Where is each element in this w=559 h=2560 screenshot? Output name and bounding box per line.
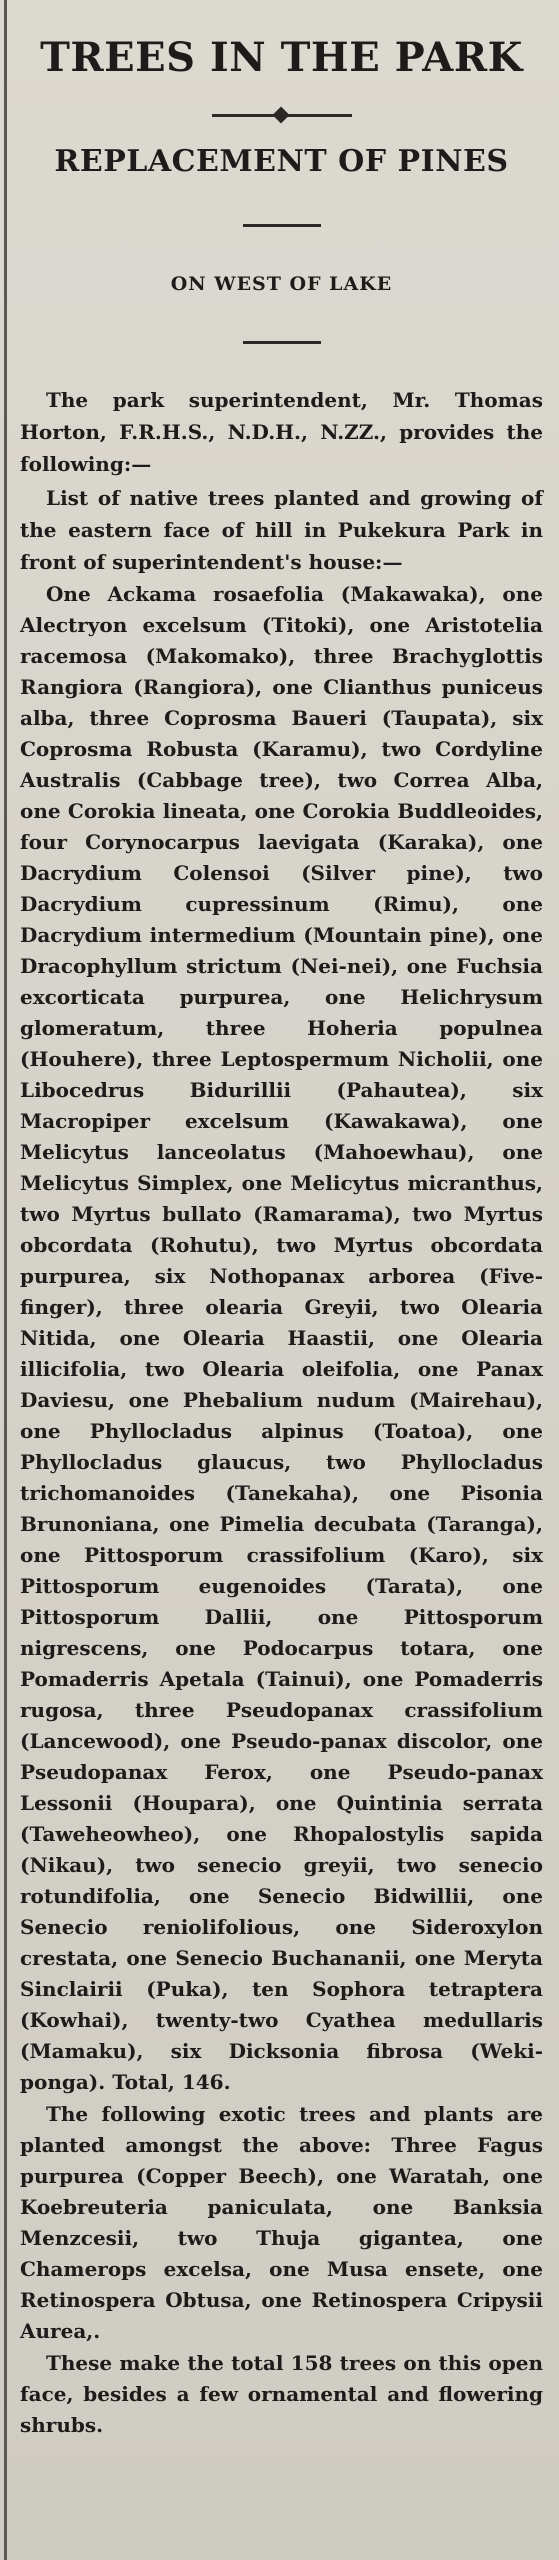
diamond-ornament-icon: [272, 107, 289, 124]
paragraph-list-heading: List of native trees planted and growing of the eastern face of hill in Pukekura Park in front of superintendent's house:—: [20, 485, 543, 575]
headline: TREES IN THE PARK: [40, 34, 523, 81]
column-rule: [4, 0, 7, 2560]
paragraph-intro: The park superintendent, Mr. Thomas Horton, F.R.H.S., N.D.H., N.ZZ., provides the following:—: [20, 388, 543, 477]
ornament-divider: [212, 108, 352, 122]
paragraph-native-trees: One Ackama rosaefolia (Makawaka), one Alectryon excelsum (Titoki), one Aristotelia racemosa (Makomako), three Brachyglottis Rangiora (Rangiora), one Clianthus puniceus alba, three Coprosma Baueri (Taupata), six Coprosma Robusta (Karamu), two Cordyline Australis (Cabbage tree), two Correa Alba, one Corokia lineata, one Corokia Buddleoides, four Corynocarpus laevigata (Karaka), one Dacrydium Colensoi (Silver pine), two Dacrydium cupressinum (Rimu), one Dacrydium intermedium (Mountain pine), one Dracophyllum strictum (Nei-nei), one Fuchsia excorticata purpurea, one Helichrysum glomeratum, three Hoheria populnea (Houhere), three Leptospermum Nicholii, one Libocedrus Bidurillii (Pahautea), six Macropiper excelsum (Kawakawa), one Melicytus lanceolatus (Mahoewhau), one Melicytus Simplex, one Melicytus micranthus, two Myrtus bullato (Ramarama), two Myrtus obcordata (Rohutu), two Myrtus obcordata purpurea, six Nothopanax arborea (Five-finger), three olearia Greyii, two Olearia Nitida, one Olearia Haastii, one Olearia illicifolia, two Olearia oleifolia, one Panax Daviesu, one Phebalium nudum (Mairehau), one Phyllocladus alpinus (Toatoa), one Phyllocladus glaucus, two Phyllocladus trichomanoides (Tanekaha), one Pisonia Brunoniana, one Pimelia decubata (Taranga), one Pittosporum crassifolium (Karo), six Pittosporum eugenoides (Tarata), one Pittosporum Dallii, one Pittosporum nigrescens, one Podocarpus totara, one Pomaderris Apetala (Tainui), one Pomaderris rugosa, three Pseudopanax crassifolium (Lancewood), one Pseudo-panax discolor, one Pseudopanax Ferox, one Pseudo-panax Lessonii (Houpara), one Quintinia serrata (Taweheowheo), one Rhopalostylis sapida (Nikau), two senecio greyii, two senecio rotundifolia, one Senecio Bidwillii, one Senecio reniolifolious, one Sideroxylon crestata, one Senecio Buchananii, one Meryta Sinclairii (Puka), ten Sophora tetraptera (Kowhai), twenty-two Cyathea medullaris (Mamaku), six Dicksonia fibrosa (Weki-ponga). Total, 146.: [20, 582, 543, 2095]
subheadline: REPLACEMENT OF PINES: [54, 144, 509, 179]
paragraph-total: These make the total 158 trees on this open face, besides a few ornamental and flowering shrubs.: [20, 2351, 543, 2438]
kicker: ON WEST OF LAKE: [170, 273, 393, 295]
paragraph-exotic-trees: The following exotic trees and plants are planted amongst the above: Three Fagus purpurea (Copper Beech), one Waratah, one Koebreuteria paniculata, one Banksia Menzcesii, two Thuja gigantea, one Chamerops excelsa, one Musa ensete, one Retinospera Obtusa, one Retinospera Cripysii Aurea,.: [20, 2102, 543, 2344]
short-divider: [243, 341, 321, 344]
article-body: [20, 384, 543, 2441]
short-divider: [243, 224, 321, 227]
